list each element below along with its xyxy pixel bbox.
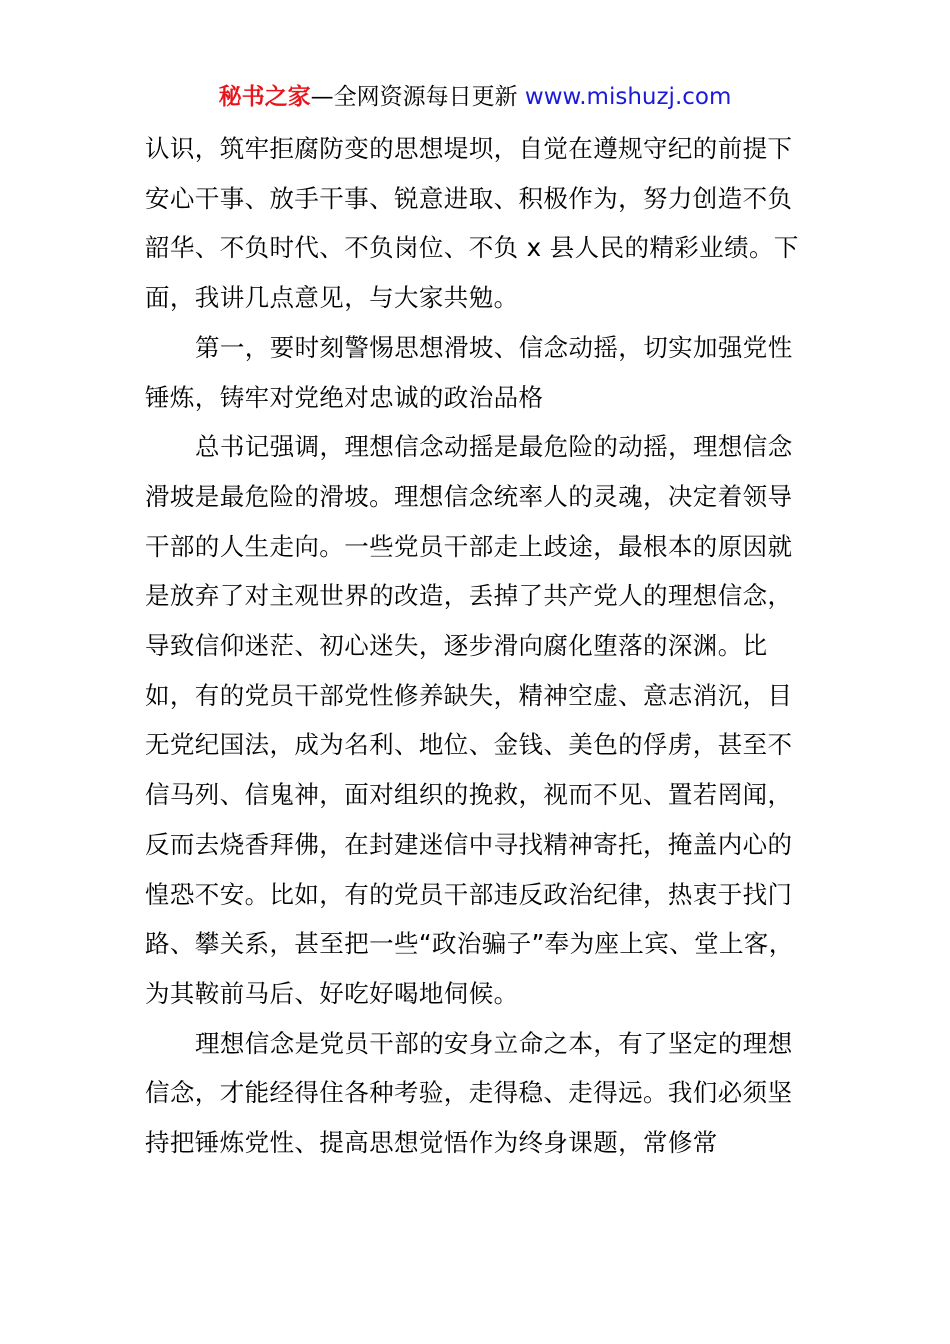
- site-slogan: —全网资源每日更新: [310, 84, 525, 110]
- site-url-link[interactable]: www.mishuzj.com: [524, 84, 732, 110]
- site-brand: 秘书之家: [218, 84, 311, 110]
- paragraph: 理想信念是党员干部的安身立命之本，有了坚定的理想信念，才能经得住各种考验，走得稳、走得远。我们必须坚持把锤炼党性、提高思想觉悟作为终身课题，常修常: [145, 1028, 793, 1158]
- page-header: [0, 82, 950, 112]
- section-heading: 第一，要时刻警惕思想滑坡、信念动摇，切实加强党性锤炼，铸牢对党绝对忠诚的政治品格: [145, 332, 793, 412]
- paragraph-continuation: 认识，筑牢拒腐防变的思想堤坝，自觉在遵规守纪的前提下安心干事、放手干事、锐意进取、积极作为，努力创造不负韶华、不负时代、不负岗位、不负 x 县人民的精彩业绩。下面，我讲几点意见，与大家共勉。: [145, 134, 799, 313]
- document-body: [145, 124, 810, 1168]
- paragraph: 总书记强调，理想信念动摇是最危险的动摇，理想信念滑坡是最危险的滑坡。理想信念统率人的灵魂，决定着领导干部的人生走向。一些党员干部走上歧途，最根本的原因就是放弃了对主观世界的改造，丢掉了共产党人的理想信念，导致信仰迷茫、初心迷失，逐步滑向腐化堕落的深渊。比如，有的党员干部党性修养缺失，精神空虚、意志消沉，目无党纪国法，成为名利、地位、金钱、美色的俘虏，甚至不信马列、信鬼神，面对组织的挽救，视而不见、置若罔闻，反而去烧香拜佛，在封建迷信中寻找精神寄托，掩盖内心的惶恐不安。比如，有的党员干部违反政治纪律，热衷于找门路、攀关系，甚至把一些“政治骗子”奉为座上宾、堂上客，为其鞍前马后、好吃好喝地伺候。: [145, 432, 794, 1008]
